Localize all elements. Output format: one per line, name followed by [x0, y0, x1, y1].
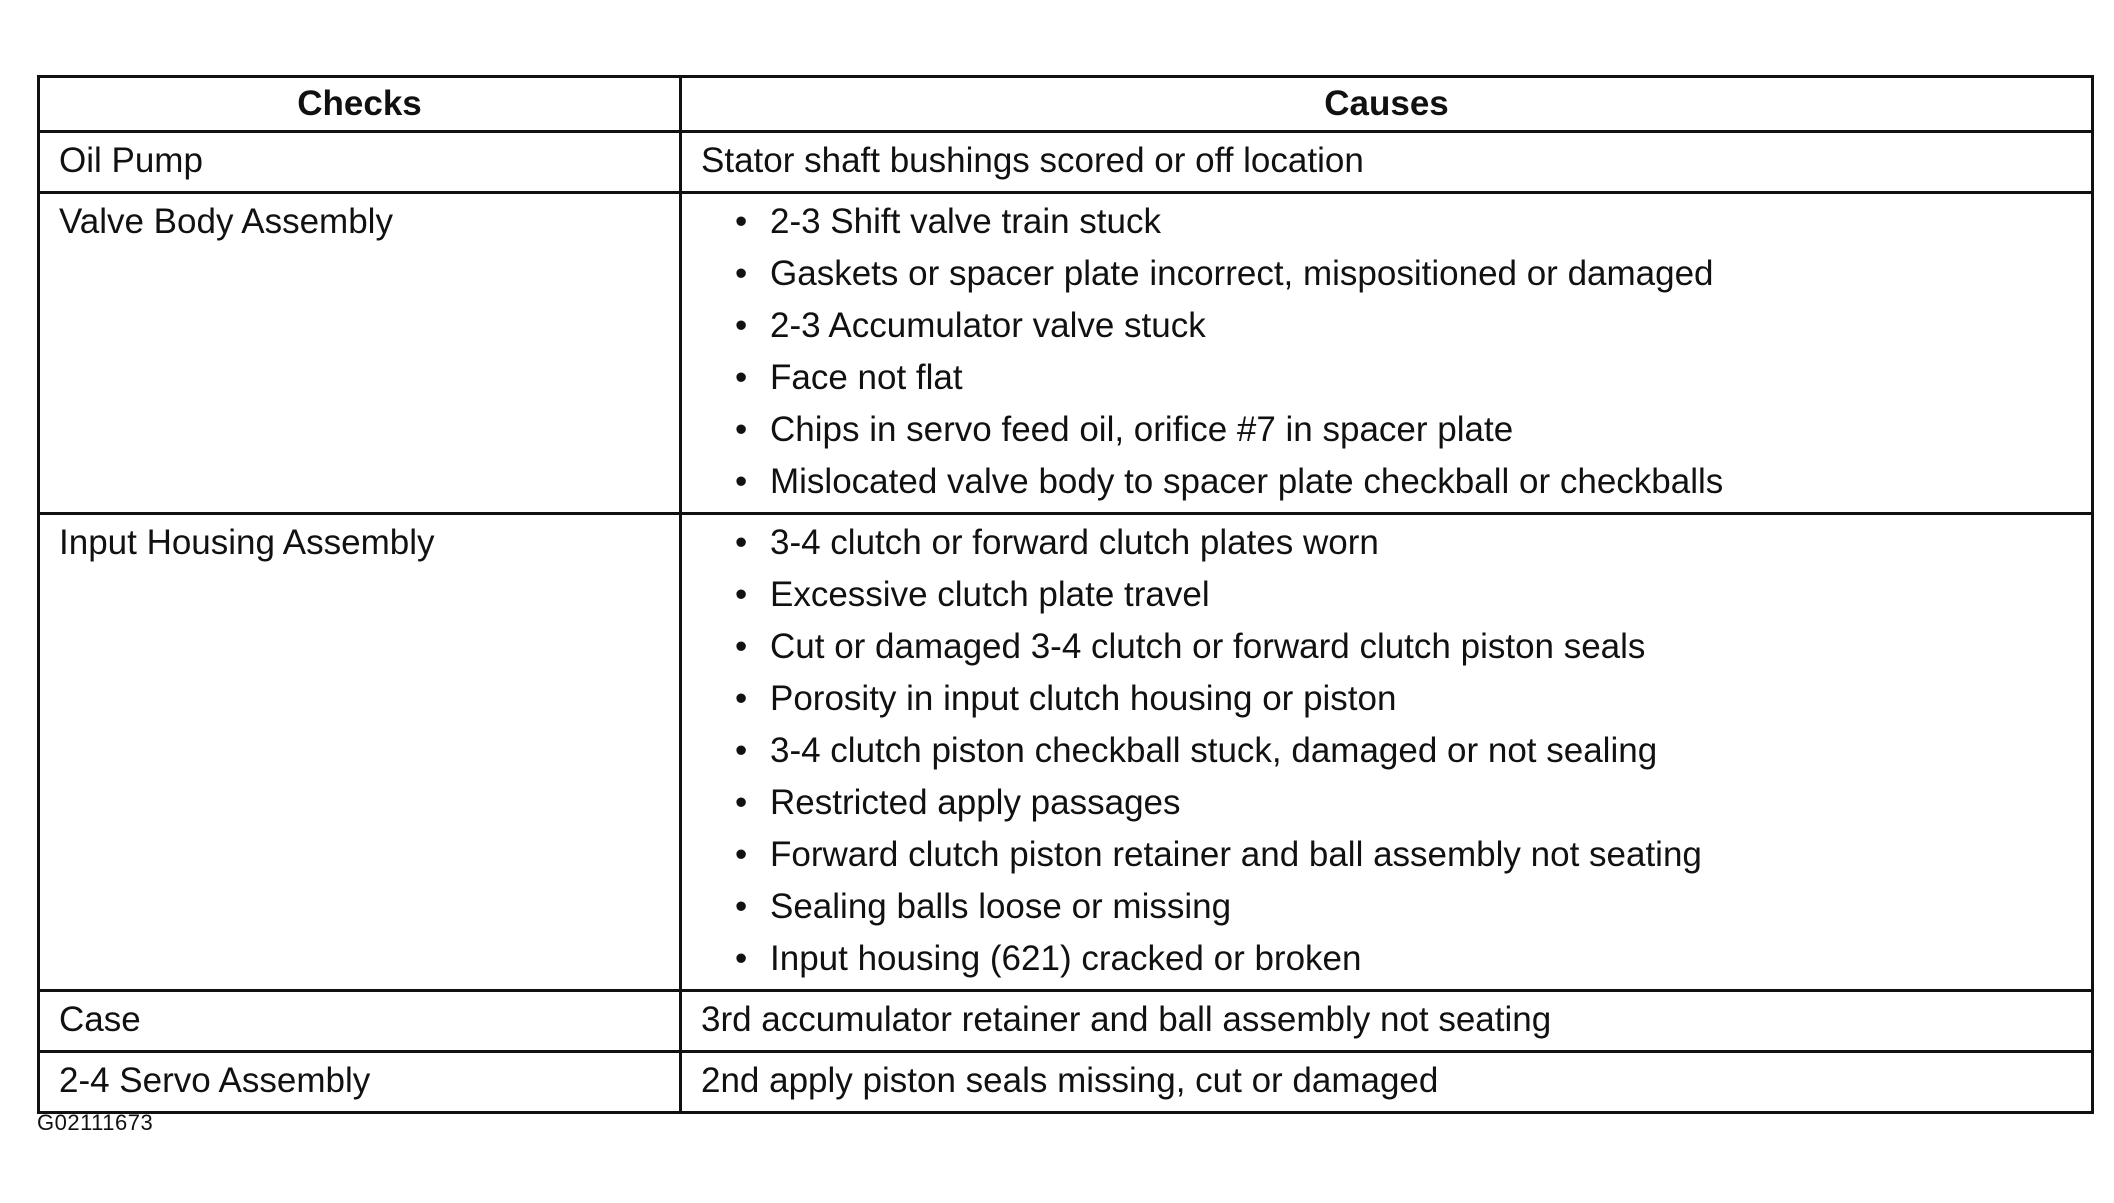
header-row	[39, 77, 2093, 132]
list-item: • 3-4 clutch piston checkball stuck, damaged or not sealing	[735, 725, 2073, 777]
check-cell: Case	[39, 991, 681, 1052]
check-cell: Input Housing Assembly	[39, 514, 681, 991]
list-item: • 2-3 Shift valve train stuck	[735, 196, 2073, 248]
list-item: • Face not flat	[735, 352, 2073, 404]
diagnosis-table	[37, 75, 2094, 1114]
cause-cell: 2nd apply piston seals missing, cut or damaged	[681, 1052, 2093, 1113]
list-item: • Gaskets or spacer plate incorrect, mispositioned or damaged	[735, 248, 2073, 300]
list-item: • 2-3 Accumulator valve stuck	[735, 300, 2073, 352]
list-item: • Restricted apply passages	[735, 777, 2073, 829]
list-item: • Input housing (621) cracked or broken	[735, 933, 2073, 985]
cause-cell: Stator shaft bushings scored or off location	[681, 132, 2093, 193]
list-item: • Porosity in input clutch housing or piston	[735, 673, 2073, 725]
figure-id-label: G02111673	[37, 1110, 154, 1135]
list-item: • Excessive clutch plate travel	[735, 569, 2073, 621]
causes-header: Causes	[681, 77, 2093, 132]
cause-cell	[681, 514, 2093, 991]
table-row	[39, 193, 2093, 514]
cause-list	[701, 196, 2073, 508]
cause-cell: 3rd accumulator retainer and ball assembly not seating	[681, 991, 2093, 1052]
table-row	[39, 514, 2093, 991]
list-item: • Sealing balls loose or missing	[735, 881, 2073, 933]
table-row	[39, 1052, 2093, 1113]
cause-cell	[681, 193, 2093, 514]
cause-list	[701, 517, 2073, 985]
list-item: • Mislocated valve body to spacer plate checkball or checkballs	[735, 456, 2073, 508]
list-item: • Chips in servo feed oil, orifice #7 in spacer plate	[735, 404, 2073, 456]
check-cell: 2-4 Servo Assembly	[39, 1052, 681, 1113]
list-item: • 3-4 clutch or forward clutch plates worn	[735, 517, 2073, 569]
table-row	[39, 132, 2093, 193]
check-cell: Oil Pump	[39, 132, 681, 193]
list-item: • Cut or damaged 3-4 clutch or forward clutch piston seals	[735, 621, 2073, 673]
check-cell: Valve Body Assembly	[39, 193, 681, 514]
list-item: • Forward clutch piston retainer and ball assembly not seating	[735, 829, 2073, 881]
checks-header: Checks	[39, 77, 681, 132]
table-row	[39, 991, 2093, 1052]
